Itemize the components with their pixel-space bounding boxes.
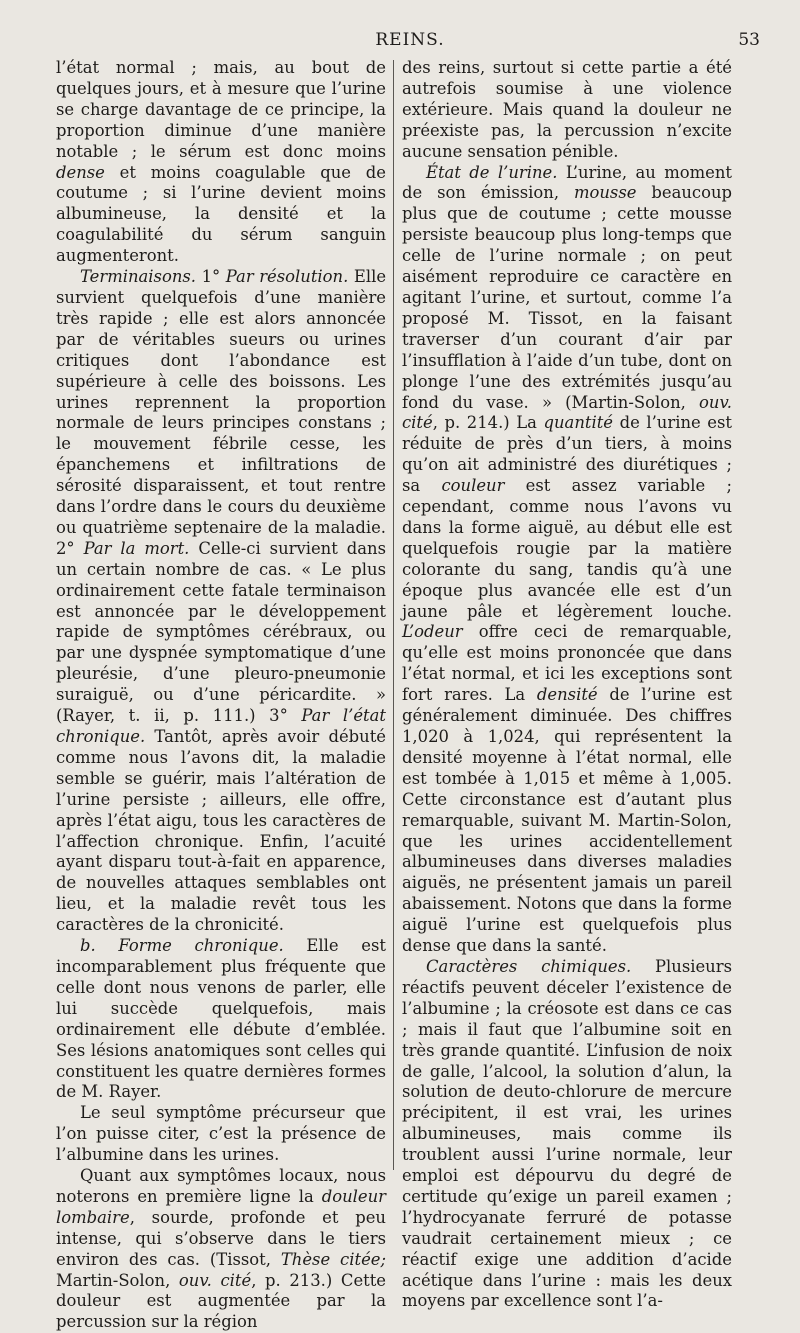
text-run: de l’urine est généralement diminuée. Des chiffres 1,020 à 1,024, qui représentent la densité moyenne à l’état normal, elle est tombée à 1,015 et même à 1,005. Cette circonstance est d’autant plus remarquable, suivant M. Martin-Solon, que les urines accidentellement albumineuses dans diverses maladies aiguës, ne présentent jamais un pareil abaissement. Notons que dans la forme aiguë l’urine est quelquefois plus dense que dans la santé. — [402, 685, 732, 956]
italic-text-run: douleur lombaire — [56, 1186, 386, 1227]
italic-text-run: b. Forme chronique. — [80, 936, 284, 956]
italic-text-run: ouv. cité — [402, 392, 732, 433]
text-run: 1° — [196, 267, 226, 287]
text-run: , p. 213.) Cette douleur est augmentée par la percussion sur la région — [56, 1270, 387, 1332]
italic-text-run: L’odeur — [402, 622, 463, 642]
italic-text-run: densité — [536, 685, 598, 705]
paragraph — [56, 1166, 386, 1333]
text-run: des reins, surtout si cette partie a été autrefois soumise à une violence extérieure. Mais quand la douleur ne préexiste pas, la percussion n’excite aucune sensation pénible. — [402, 58, 732, 161]
running-head — [60, 30, 760, 54]
paragraph — [402, 163, 732, 957]
paragraph — [56, 936, 386, 1103]
running-title: REINS. — [375, 30, 445, 50]
text-run: Quant aux symptômes locaux, nous noterons en première ligne la — [56, 1166, 386, 1206]
italic-text-run: État de l’urine. — [426, 162, 558, 182]
paragraph — [56, 267, 386, 936]
italic-text-run: Terminaisons. — [80, 267, 197, 287]
text-run: , sourde, profonde et peu intense, qui s’observe dans le tiers environ des cas. (Tissot, — [56, 1207, 386, 1269]
text-run: Plusieurs réactifs peuvent déceler l’existence de l’albumine ; la créosote est dans ce cas ; mais il faut que l’albumine soit en très grande quantité. L’infusion de noix de galle, l’alcool, la solution d’alun, la solution de deuto-chlorure de mercure précipitent, il est vrai, les urines albumineuses, mais comme ils troublent aussi l’urine normale, leur emploi est dépourvu du degré de certitude qu’exige un pareil examen ; l’hydrocyanate ferruré de potasse vaudrait certainement mieux ; ce réactif exige une addition d’acide acétique dans l’urine : mais les deux moyens par excellence sont l’a- — [402, 956, 732, 1311]
page-number: 53 — [738, 30, 760, 50]
italic-text-run: Par résolution. — [225, 267, 349, 287]
text-run: et moins coagulable que de coutume ; si l’urine devient moins albumineuse, la densité et la coagulabilité du sérum sanguin augmenteront. — [56, 162, 386, 266]
italic-text-run: Caractères chimiques. — [426, 956, 632, 976]
italic-text-run: mousse — [573, 183, 637, 203]
text-run: beaucoup plus que de coutume ; cette mousse persiste beaucoup plus long-temps que celle de l’urine normale ; on peut aisément reproduire ce caractère en agitant l’urine, et surtout, comme l’a proposé M. Tissot, en la faisant traverser d’un courant d’air par l’insufflation à l’aide d’un tube, dont on plonge l’une des extrémités jusqu’au fond du vase. » (Martin-Solon, — [402, 183, 733, 412]
italic-text-run: Par la mort. — [83, 538, 190, 558]
text-run: L’urine, au moment de son émission, — [402, 162, 732, 203]
text-run: Elle est incomparablement plus fréquente que celle dont nous venons de parler, elle lui succède quelquefois, mais ordinairement elle débute d’emblée. Ses lésions anatomiques sont celles qui constituent les quatre dernières formes de M. Rayer. — [56, 936, 386, 1102]
column-divider — [393, 60, 394, 1170]
text-run: l’état normal ; mais, au bout de quelques jours, et à mesure que l’urine se charge davantage de ce principe, la proportion diminue d’une manière notable ; le sérum est donc moins — [56, 58, 386, 161]
italic-text-run: Par l’état chronique. — [56, 706, 386, 746]
paragraph — [402, 58, 732, 163]
italic-text-run: ouv. cité — [178, 1270, 252, 1290]
text-run: est assez variable ; cependant, comme nous l’avons vu dans la forme aiguë, au début elle est quelquefois rougie par la matière colorante du sang, tandis qu’à une époque plus avancée elle est d’un jaune pâle et légèrement louche. — [402, 476, 732, 621]
text-run: Le seul symptôme précurseur que l’on puisse citer, c’est la présence de l’albumine dans les urines. — [56, 1103, 386, 1165]
italic-text-run: quantité — [543, 413, 613, 433]
text-run: offre ceci de remarquable, qu’elle est moins prononcée que dans l’état normal, et ici les exceptions sont fort rares. La — [402, 622, 732, 705]
right-text-column — [402, 58, 732, 1312]
text-run: Celle-ci survient dans un certain nombre de cas. « Le plus ordinairement cette fatale terminaison est annoncée par le développement rapide de symptômes cérébraux, ou par une dyspnée symptomatique d’une pleurésie, d’une pleuro-pneumonie suraiguë, ou d’une péricardite. » (Rayer, t. ii, p. 111.) 3° — [56, 538, 386, 726]
italic-text-run: dense — [56, 162, 105, 182]
paragraph — [402, 957, 732, 1312]
left-text-column — [56, 58, 386, 1333]
italic-text-run: couleur — [441, 476, 505, 496]
text-run: de l’urine est réduite de près d’un tiers, à moins qu’on ait administré des diurétiques ; sa — [402, 413, 732, 496]
italic-text-run: Thèse citée; — [280, 1249, 386, 1269]
paragraph — [56, 58, 386, 267]
text-run: Tantôt, après avoir débuté comme nous l’avons dit, la maladie semble se guérir, mais l’altération de l’urine persiste ; ailleurs, elle offre, après l’état aigu, tous les caractères de l’affection chronique. Enfin, l’acuité ayant disparu tout-à-fait en apparence, de nouvelles attaques semblables ont lieu, et la maladie revêt tous les caractères de la chronicité. — [56, 727, 386, 935]
text-run: Martin-Solon, — [56, 1270, 179, 1290]
paragraph — [56, 1103, 386, 1166]
text-run: , p. 214.) La — [432, 413, 544, 433]
text-run: Elle survient quelquefois d’une manière très rapide ; elle est alors annoncée par de véritables sueurs ou urines critiques dont l’abondance est supérieure à celle des boissons. Les urines reprennent la proportion normale de leurs principes constans ; le mouvement fébrile cesse, les épanchemens et infiltrations de sérosité disparaissent, et tout rentre dans l’ordre dans le cours du deuxième ou quatrième septenaire de la maladie. 2° — [56, 267, 387, 558]
